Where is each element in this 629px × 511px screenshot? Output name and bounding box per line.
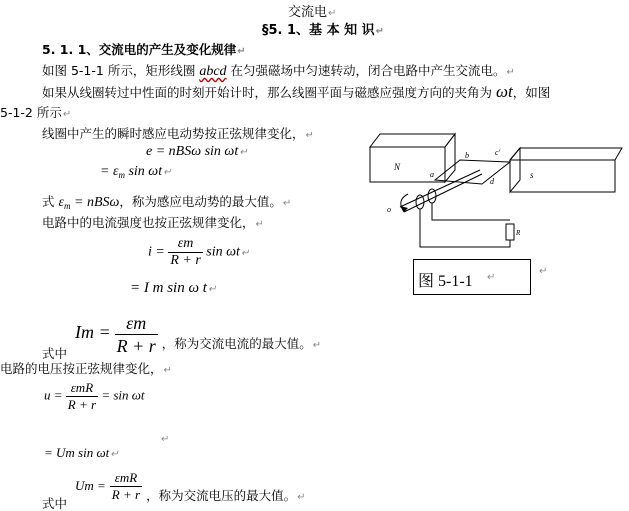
- paragraph-angle-continued: 5-1-2 所示↵: [0, 105, 72, 120]
- label-d: d: [490, 177, 494, 186]
- label-r: R: [516, 229, 521, 237]
- equation-voltage-2: = Um sin ωt↵: [44, 445, 119, 460]
- subsection-title: 5. 1. 1、交流电的产生及变化规律↵: [42, 42, 246, 57]
- caption-para-mark: ↵: [539, 266, 548, 277]
- paragraph-current-max: 式中 Im = $\frac{\varepsilon m}{R + r}$ ，称为交流电流的最大值。$_↵$: [42, 313, 322, 361]
- label-c: c': [495, 148, 501, 157]
- resistor-icon: [506, 224, 514, 240]
- equation-current-2: = I m sin ω t↵: [130, 280, 217, 296]
- paragraph-coil-description: 如图 5-1-1 所示，矩形线圈 abcd 在匀强磁场中匀速转动，闭合电路中产生交流电。↵: [42, 63, 515, 79]
- label-n: N: [394, 162, 401, 172]
- label-s: s: [530, 170, 534, 180]
- south-pole-block: [510, 148, 622, 192]
- equation-emf-2: = $\varepsilon_m$ sin ωt↵: [100, 164, 172, 180]
- figure-caption: 图 5-1-1: [418, 273, 473, 290]
- equation-current: i = $\frac{\varepsilon m}{R + r}$ sin ωt↵: [148, 236, 250, 268]
- paragraph-angle: 如果从线圈转过中性面的时刻开始计时，那么线圈平面与磁感应强度方向的夹角为 ωt，如图: [42, 82, 551, 101]
- paragraph-voltage: 电路的电压按正弦规律变化，↵: [0, 361, 172, 376]
- paragraph-emf: 线圈中产生的瞬时感应电动势按正弦规律变化，↵: [42, 126, 314, 141]
- circuit-wires: [420, 203, 510, 247]
- equation-emf-1: e = nBSω sin ωt↵: [146, 144, 248, 159]
- shaft: [400, 170, 482, 212]
- figure-caption-box: 图 5-1-1 ↵: [413, 259, 531, 295]
- para-mark: ↵: [161, 434, 170, 445]
- label-b: b: [465, 151, 469, 160]
- paragraph-emf-max: 式 $\varepsilon_m = nBS\omega$，称为感应电动势的最大值。↵: [42, 194, 292, 211]
- equation-voltage: u = $\frac{\text{εmR}}{R + r}$ = sin ωt: [44, 380, 145, 412]
- label-a: a: [430, 170, 434, 179]
- chapter-title: 交流电↵: [288, 5, 337, 20]
- paragraph-current: 电路中的电流强度也按正弦规律变化，↵: [42, 215, 264, 230]
- paragraph-voltage-max: 式中 Um = $\frac{\text{εmR}}{R + r}$ ，称为交流电压的最大值。$_↵$: [42, 470, 306, 511]
- label-o: o: [387, 205, 391, 214]
- section-title: §5. 1、基 本 知 识↵: [262, 23, 385, 38]
